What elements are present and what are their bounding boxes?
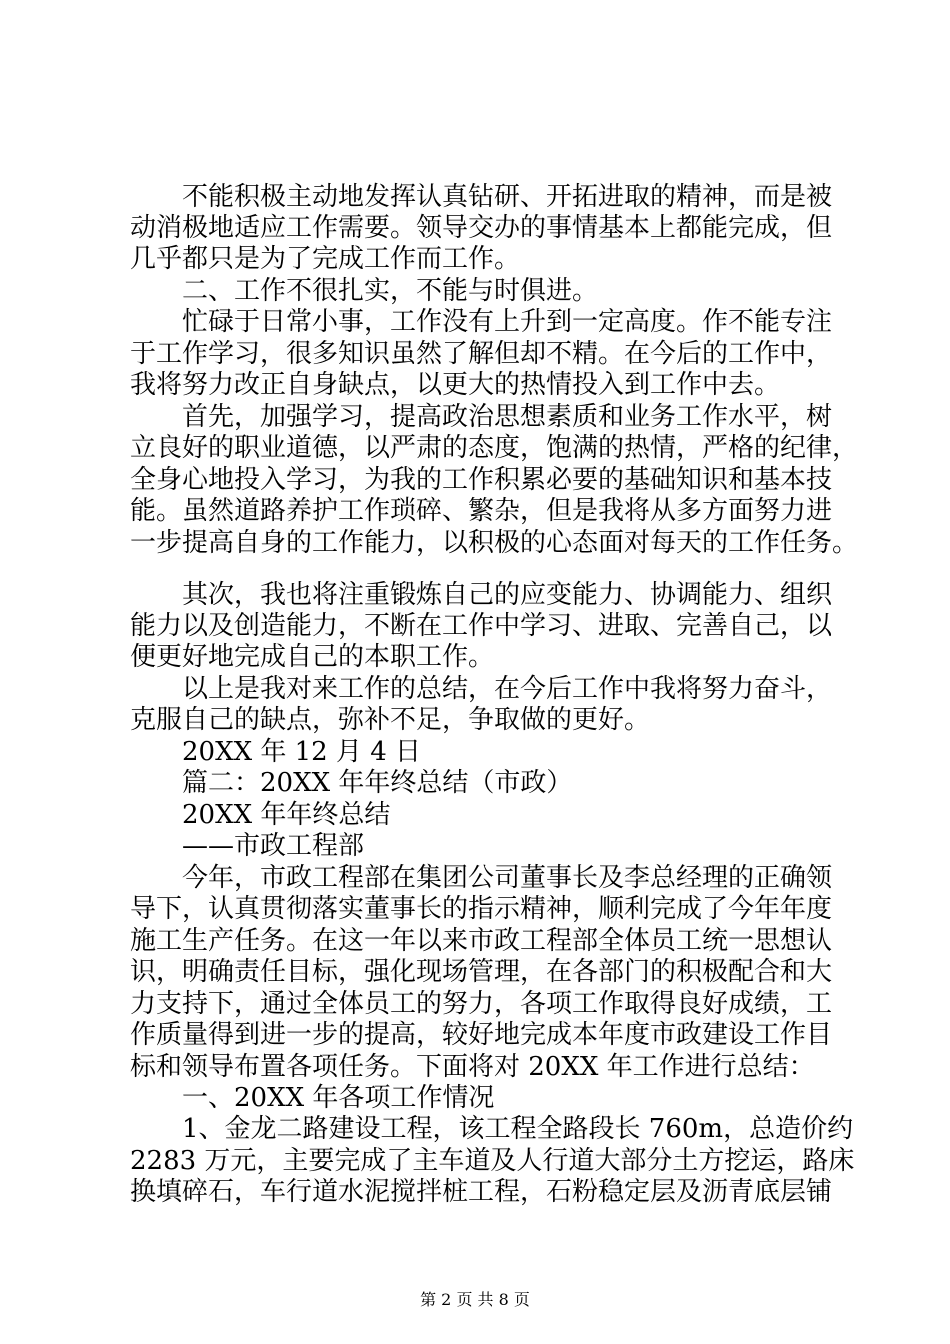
text-line: 能。虽然道路养护工作琐碎、繁杂，但是我将从多方面努力进: [130, 496, 833, 526]
text-line: 力支持下，通过全体员工的努力，各项工作取得良好成绩，工: [130, 989, 833, 1019]
text-line: 能力以及创造能力，不断在工作中学习、进取、完善自己，以: [130, 611, 833, 641]
text-line: 今年，市政工程部在集团公司董事长及李总经理的正确领: [182, 863, 833, 893]
text-line: 全身心地投入学习，为我的工作积累必要的基础知识和基本技: [130, 465, 833, 495]
text-line: 施工生产任务。在这一年以来市政工程部全体员工统一思想认: [130, 926, 833, 956]
text-line: 我将努力改正自身缺点，以更大的热情投入到工作中去。: [130, 370, 781, 400]
text-line: 便更好地完成自己的本职工作。: [130, 642, 495, 672]
text-line: 立良好的职业道德，以严肃的态度，饱满的热情，严格的纪律，: [130, 433, 859, 463]
text-line: 几乎都只是为了完成工作而工作。: [130, 244, 521, 274]
section-heading: 二、工作不很扎实，不能与时俱进。: [182, 276, 599, 306]
text-line: 不能积极主动地发挥认真钻研、开拓进取的精神，而是被: [182, 182, 833, 212]
text-line: 其次，我也将注重锻炼自己的应变能力、协调能力、组织: [182, 580, 833, 610]
page-number-footer: 第 2 页 共 8 页: [420, 1290, 530, 1309]
text-line: 首先，加强学习，提高政治思想素质和业务工作水平，树: [182, 402, 833, 432]
date-line: 20XX 年 12 月 4 日: [182, 737, 422, 767]
text-line: 于工作学习，很多知识虽然了解但却不精。在今后的工作中，: [130, 339, 833, 369]
text-line: 2283 万元，主要完成了主车道及人行道大部分土方挖运，路床: [130, 1146, 855, 1176]
department-line: ——市政工程部: [182, 831, 365, 861]
text-line: 克服自己的缺点，弥补不足，争取做的更好。: [130, 705, 651, 735]
text-line: 以上是我对来工作的总结，在今后工作中我将努力奋斗，: [182, 674, 833, 704]
text-line: 一步提高自身的工作能力，以积极的心态面对每天的工作任务。: [130, 528, 859, 558]
text-line: 换填碎石，车行道水泥搅拌桩工程，石粉稳定层及沥青底层铺: [130, 1177, 833, 1207]
text-line: 作质量得到进一步的提高，较好地完成本年度市政建设工作目: [130, 1020, 833, 1050]
text-line: 识，明确责任目标，强化现场管理，在各部门的积极配合和大: [130, 957, 833, 987]
text-line: 1、金龙二路建设工程，该工程全路段长 760m，总造价约: [182, 1114, 854, 1144]
text-line: 动消极地适应工作需要。领导交办的事情基本上都能完成，但: [130, 213, 833, 243]
text-line: 忙碌于日常小事，工作没有上升到一定高度。作不能专注: [182, 307, 833, 337]
article-subtitle: 20XX 年年终总结: [182, 800, 391, 830]
section-heading: 一、20XX 年各项工作情况: [182, 1083, 495, 1113]
article-title: 篇二：20XX 年年终总结（市政）: [182, 768, 573, 798]
text-line: 导下，认真贯彻落实董事长的指示精神，顺利完成了今年年度: [130, 894, 833, 924]
text-line: 标和领导布置各项任务。下面将对 20XX 年工作进行总结：: [130, 1052, 815, 1082]
